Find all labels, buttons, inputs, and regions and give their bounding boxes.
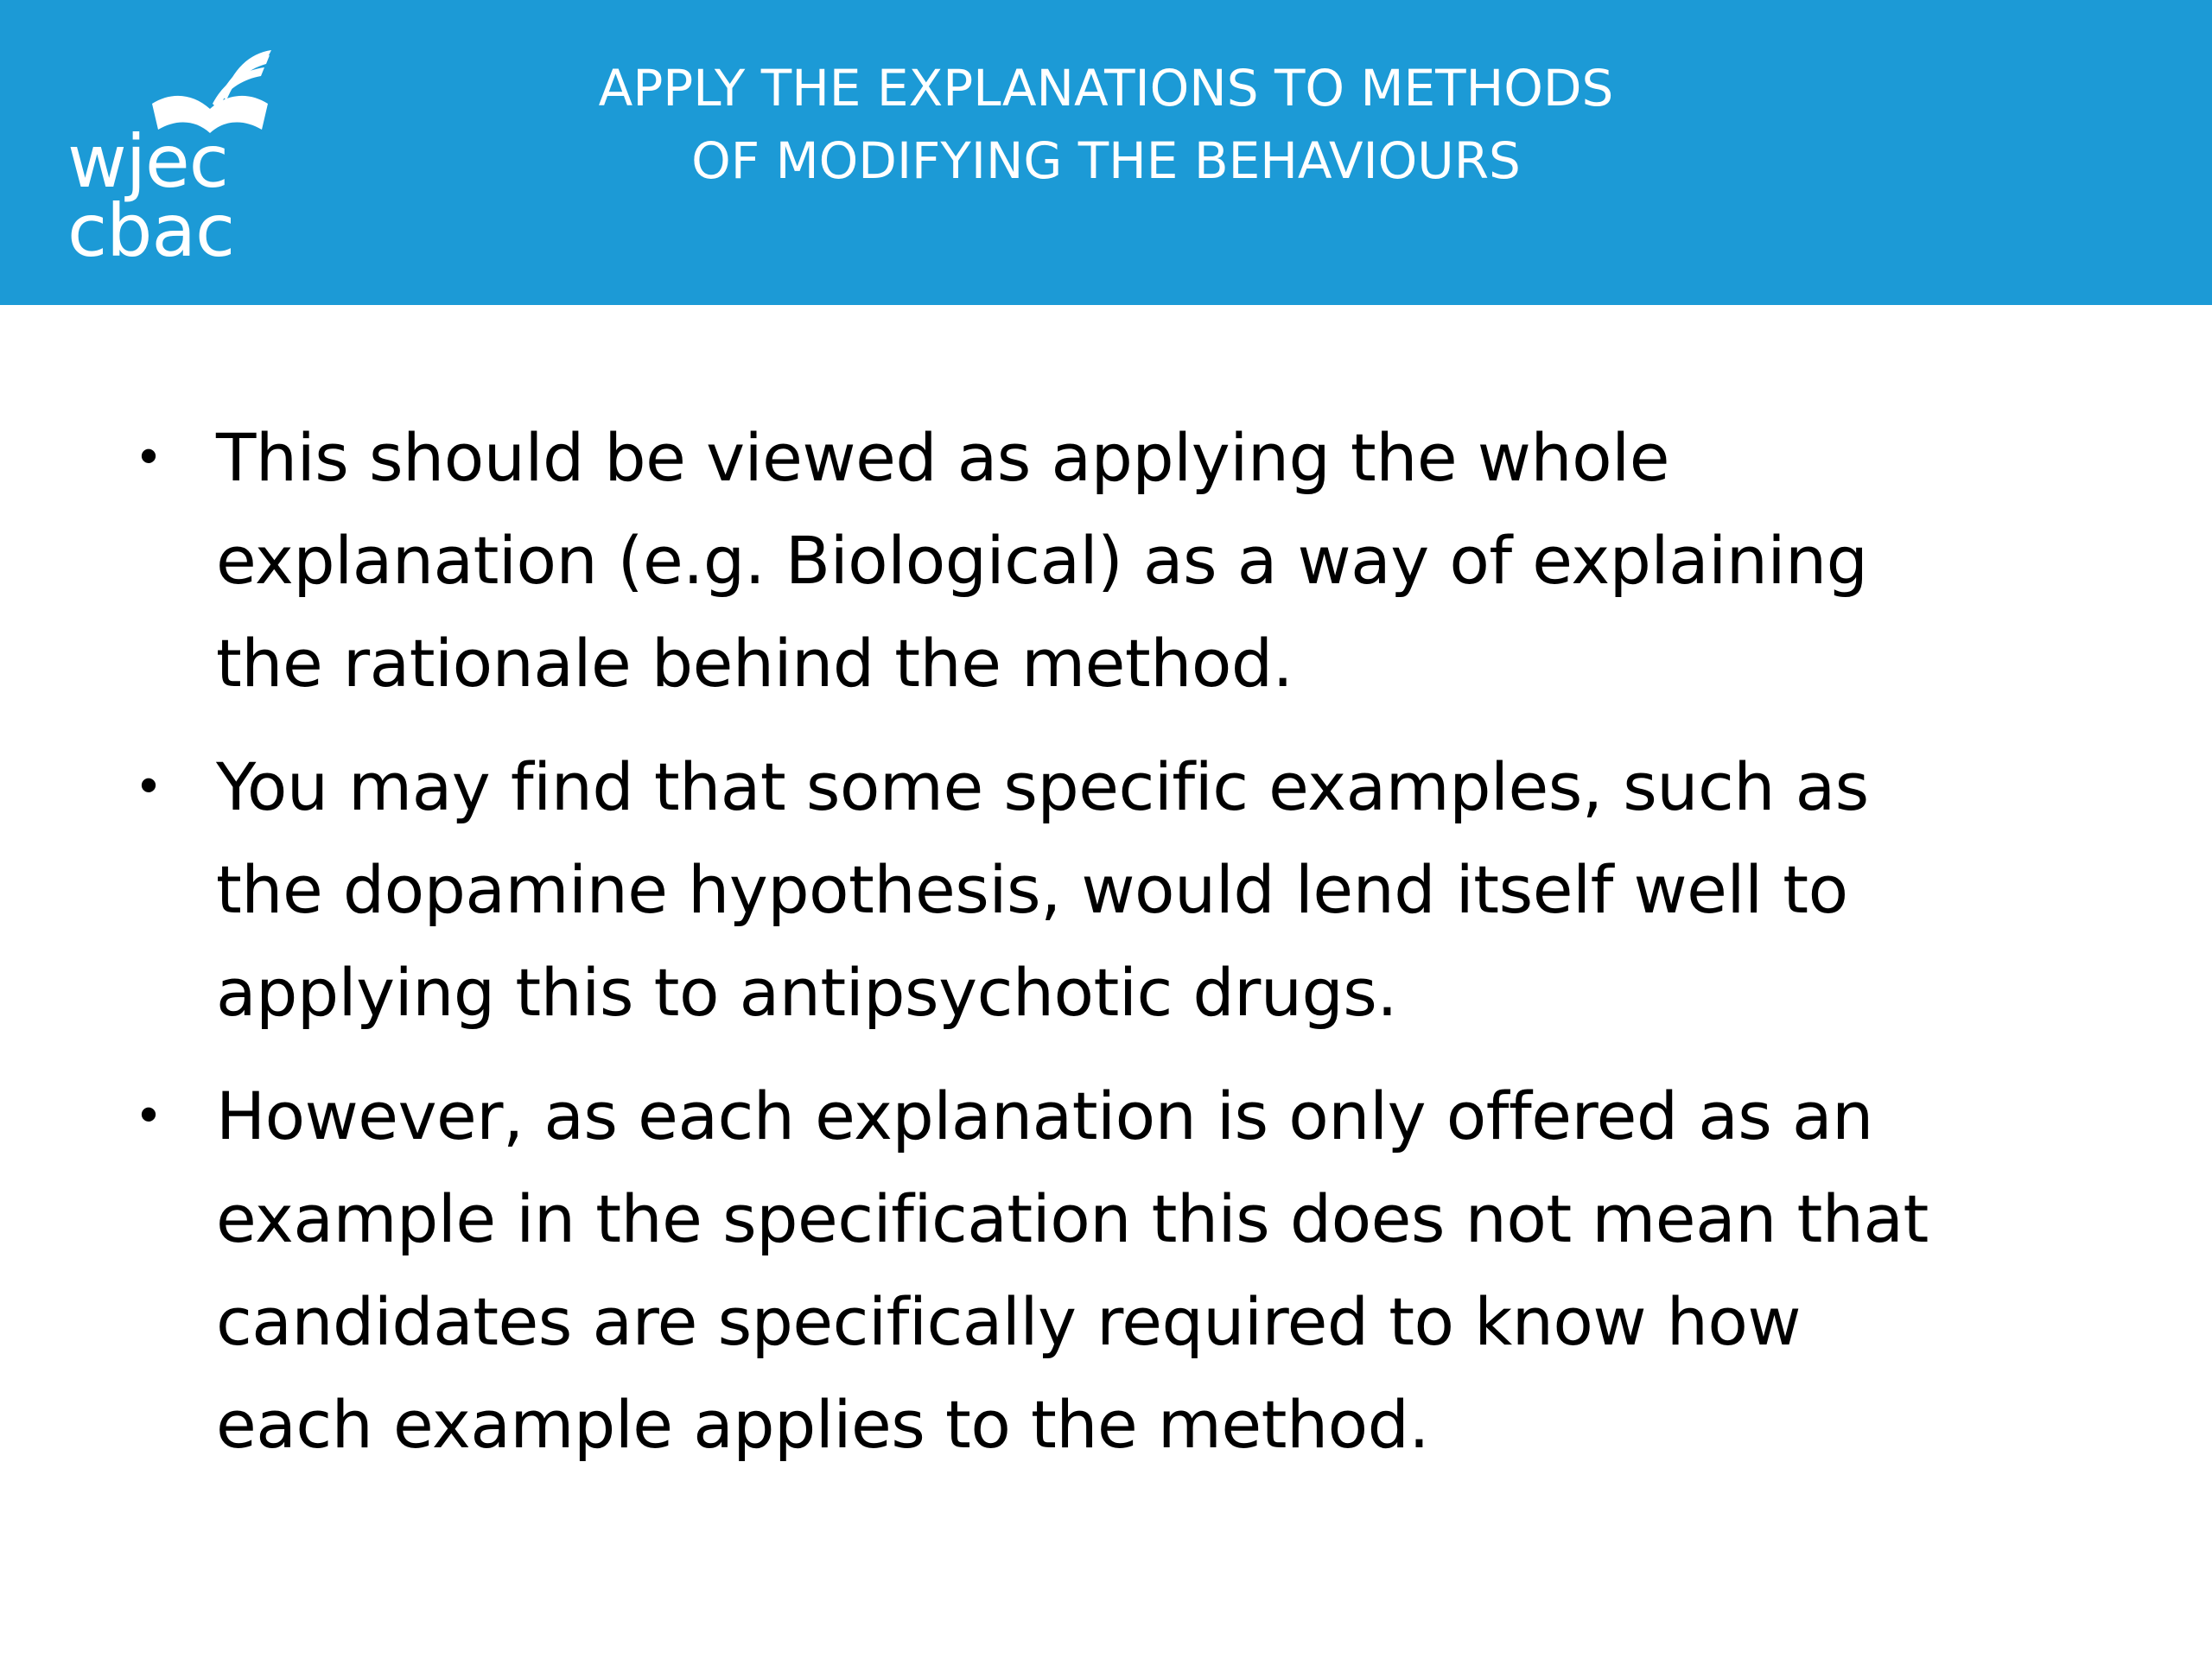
bullet-text-line: example in the specification this does not mean that (216, 1180, 1929, 1257)
logo-text-wjec: wjec (67, 119, 228, 204)
bullet-item-1 (130, 406, 2117, 715)
slide-title-line-2: OF MODIFYING THE BEHAVIOURS (691, 131, 1521, 190)
bullet-marker: • (139, 756, 158, 814)
bullet-text-line: the dopamine hypothesis, would lend itself well to (216, 851, 1848, 928)
bullet-text-line: candidates are specifically required to know how (216, 1283, 1802, 1360)
header-banner (0, 0, 2212, 305)
bullet-marker: • (139, 1085, 158, 1143)
bullet-marker: • (139, 427, 158, 485)
bullet-text-line: You may find that some specific examples, such as (216, 748, 1869, 825)
bullet-text-line: explanation (e.g. Biological) as a way of explaining (216, 522, 1868, 599)
bullet-text-line: each example applies to the method. (216, 1386, 1430, 1463)
bullet-text-line: applying this to antipsychotic drugs. (216, 954, 1398, 1031)
bullet-text-line: This should be viewed as applying the whole (216, 419, 1669, 496)
bullet-item-3 (130, 1065, 2117, 1476)
wjec-cbac-logo (67, 43, 283, 273)
slide-title-line-1: APPLY THE EXPLANATIONS TO METHODS (598, 59, 1614, 118)
bullet-item-2 (130, 735, 2117, 1044)
bullet-text-line: the rationale behind the method. (216, 625, 1294, 702)
logo-text-cbac: cbac (67, 188, 235, 273)
slide-title (484, 52, 1728, 197)
bullet-text-line: However, as each explanation is only offered as an (216, 1077, 1873, 1154)
bullet-list (130, 406, 2117, 1497)
